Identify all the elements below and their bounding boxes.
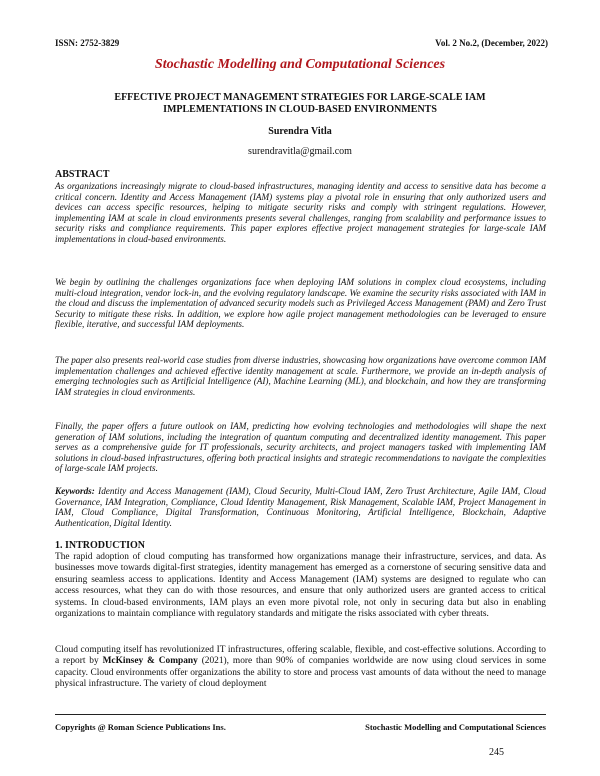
section-heading-introduction: 1. INTRODUCTION: [55, 540, 146, 551]
paper-title: [60, 92, 540, 116]
keywords-block: [55, 486, 546, 528]
keywords-label: Keywords:: [55, 486, 95, 496]
footer-copyright: Copyrights @ Roman Science Publications Ins.: [55, 722, 226, 732]
volume-label: Vol. 2 No.2, (December, 2022): [435, 38, 548, 48]
footer-divider: [55, 714, 546, 715]
author-email: surendravitla@gmail.com: [248, 146, 352, 157]
abstract-paragraph-2: We begin by outlining the challenges organizations face when deploying IAM solutions in complex cloud ecosystems, including multi-cloud integration, vendor lock-in, and the evolving regulatory landscape. We examine the security risks associated with IAM in the cloud and discuss the implementation of advanced security models such as Privileged Access Management (PAM) and Zero Trust Security to mitigate these risks. In addition, we explore how agile project management methodologies can be leveraged to ensure flexible, iterative, and successful IAM deployments.: [55, 277, 546, 330]
paper-title-line-2: IMPLEMENTATIONS IN CLOUD-BASED ENVIRONMENTS: [163, 104, 437, 115]
issn-label: ISSN: 2752-3829: [55, 38, 120, 48]
keywords-list: Identity and Access Management (IAM), Cloud Security, Multi-Cloud IAM, Zero Trust Architecture, Agile IAM, Cloud Governance, IAM Integration, Compliance, Cloud Identity Management, Risk Management, Scalable IAM, Project Management in IAM, Cloud Compliance, Digital Transformation, Continuous Monitoring, Artificial Intelligence, Blockchain, Adaptive Authentication, Digital Identity.: [55, 486, 546, 528]
abstract-paragraph-1: As organizations increasingly migrate to cloud-based infrastructures, managing identity and access to sensitive data has become a critical concern. Identity and Access Management (IAM) systems play a pivotal role in ensuring that only authorized users and devices can access specific resources, helping to mitigate security risks and comply with stringent regulations. However, implementing IAM at scale in cloud environments presents several challenges, ranging from scalability and performance issues to security risks and compliance requirements. This paper explores effective project management strategies for large-scale IAM implementations in cloud-based environments.: [55, 181, 546, 244]
abstract-paragraph-4: Finally, the paper offers a future outlook on IAM, predicting how evolving technologies and methodologies will shape the next generation of IAM solutions, including the integration of quantum computing and decentralized identity management. This paper serves as a comprehensive guide for IT professionals, security architects, and project managers tasked with implementing IAM solutions in cloud-based infrastructures, offering both practical insights and strategic recommendations to navigate the complexities of large-scale IAM projects.: [55, 421, 546, 474]
abstract-heading: ABSTRACT: [55, 169, 110, 180]
footer-journal: Stochastic Modelling and Computational Sciences: [365, 722, 546, 732]
intro-paragraph-2: [55, 645, 546, 691]
mckinsey-reference: McKinsey & Company: [102, 656, 198, 667]
intro-paragraph-1: The rapid adoption of cloud computing has transformed how organizations manage their infrastructure, services, and data. As businesses move towards digital-first strategies, identity management has emerged as a cornerstone of securing sensitive data and ensuring seamless access to applications. Identity and Access Management (IAM) systems are designed to regulate who can access resources, what they can do with those resources, and ensure that only authorized users are granted access to critical systems. In cloud-based environments, IAM plays an even more pivotal role, not only in securing data but also in enabling organizations to maintain compliance with regulatory standards and mitigate the risks associated with cyber threats.: [55, 552, 546, 620]
journal-title: Stochastic Modelling and Computational Sciences: [154, 57, 446, 72]
author-name: Surendra Vitla: [268, 126, 332, 137]
intro-p2-text-a: Cloud computing itself has revolutionized IT infrastructures, offering scalable, flexible, and cost-effective solutions. According to a report by: [55, 645, 546, 667]
paper-title-line-1: EFFECTIVE PROJECT MANAGEMENT STRATEGIES FOR LARGE-SCALE IAM: [114, 92, 486, 103]
page-number: 245: [489, 747, 504, 758]
intro-p2-text-b: (2021), more than 90% of companies worldwide are now using cloud services in some capacity. Cloud environments offer organizations the ability to store and process vast amounts of data without the need to manage physical infrastructure. The variety of cloud deployment: [55, 656, 547, 690]
abstract-paragraph-3: The paper also presents real-world case studies from diverse industries, showcasing how organizations have overcome common IAM implementation challenges and achieved effective identity management at scale. Furthermore, we provide an in-depth analysis of emerging technologies such as Artificial Intelligence (AI), Machine Learning (ML), and blockchain, and how they are transforming IAM strategies in cloud environments.: [55, 355, 546, 397]
